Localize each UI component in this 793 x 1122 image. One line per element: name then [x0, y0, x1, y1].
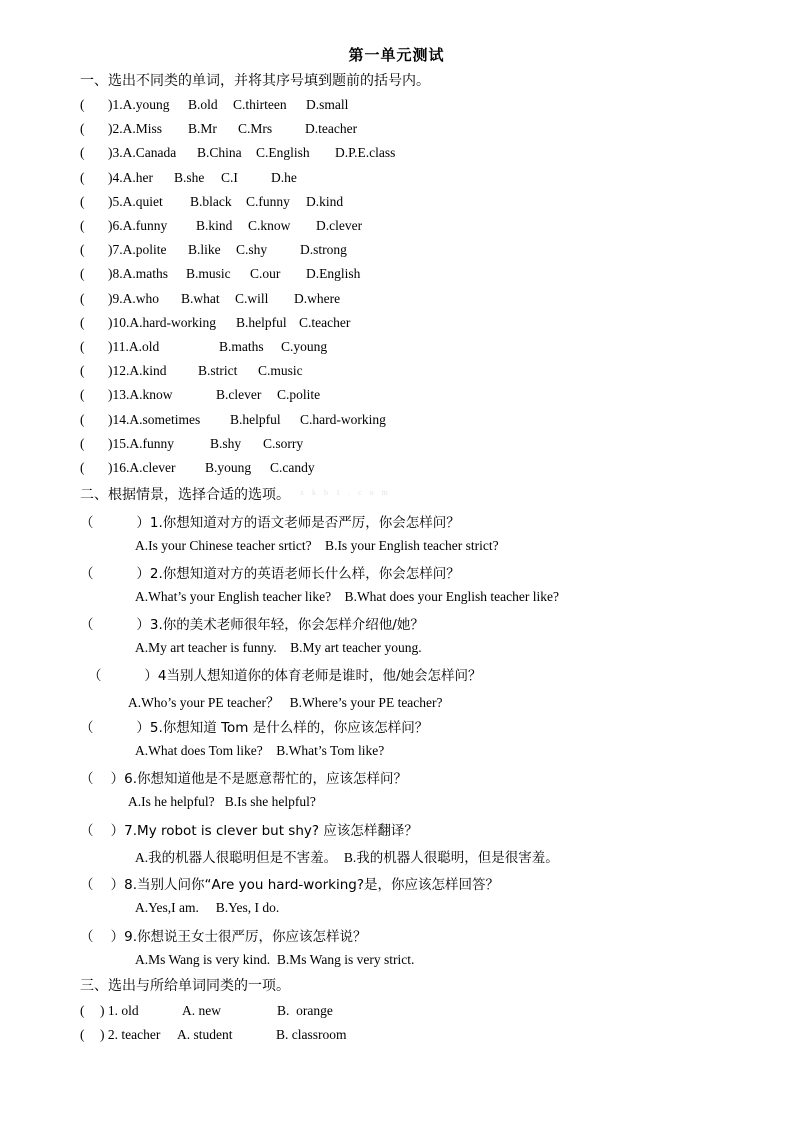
scenario-question: （ ）8.当别人问你“Are you hard-working?是，你应该怎样回答？	[80, 877, 500, 893]
question-option-c: C.Mrs	[238, 121, 273, 137]
question-option-c: C.I	[221, 169, 238, 185]
question-option-b: B.maths	[219, 339, 264, 354]
question-option-c: C.polite	[277, 387, 321, 403]
question-option-b: B.China	[197, 145, 242, 161]
question-option-d: D.small	[306, 97, 349, 112]
question-option-b: B.black	[190, 193, 232, 209]
scenario-answers: A.我的机器人很聪明但是不害羞。 B.我的机器人很聪明，但是很害羞。	[135, 850, 559, 865]
scenario-question: （ ）1.你想知道对方的语文老师是否严厉，你会怎样问？	[80, 515, 460, 531]
question-option-a: )8.A.maths	[108, 266, 168, 282]
question-paren: (	[80, 339, 85, 354]
question-paren: (	[80, 1003, 85, 1018]
question-option-b: B.clever	[216, 387, 262, 403]
question-paren: (	[80, 218, 85, 233]
question-option-d: D.kind	[306, 193, 344, 209]
question-paren: (	[80, 411, 85, 427]
question-option-b: B. orange	[277, 1003, 333, 1018]
watermark: x k b 1 . c o m	[300, 488, 391, 497]
scenario-answers: A.What’s your English teacher like? B.What does your English teacher like?	[135, 589, 559, 604]
question-paren: (	[80, 290, 85, 306]
question-option-c: C.hard-working	[300, 411, 386, 427]
scenario-answers: A.Yes,I am. B.Yes, I do.	[135, 900, 280, 915]
scenario-answers: A.Ms Wang is very kind. B.Ms Wang is very strict.	[135, 952, 415, 967]
question-word: ) 1. old	[100, 1003, 139, 1018]
question-paren: (	[80, 266, 85, 282]
question-option-d: D.P.E.class	[335, 145, 396, 161]
section1-heading: 一、选出不同类的单词，并将其序号填到题前的括号内。	[80, 73, 430, 89]
section3-heading: 三、选出与所给单词同类的一项。	[80, 978, 290, 994]
question-option-a: )13.A.know	[108, 387, 173, 403]
question-option-c: C.funny	[246, 193, 290, 209]
question-option-c: C.thirteen	[233, 97, 287, 112]
scenario-answers: A.Is he helpful? B.Is she helpful?	[128, 794, 316, 809]
question-word: ) 2. teacher	[100, 1027, 161, 1042]
question-paren: (	[80, 121, 85, 137]
question-option-b: B.strict	[198, 363, 238, 379]
question-option-c: C.sorry	[263, 435, 304, 451]
question-option-a: )11.A.old	[108, 339, 160, 354]
question-option-a: A. new	[182, 1003, 221, 1018]
scenario-question: （ ）4当别人想知道你的体育老师是谁时，他/她会怎样问？	[88, 668, 482, 684]
scenario-answers: A.Is your Chinese teacher srtict? B.Is your English teacher strict?	[135, 538, 499, 553]
question-option-a: )12.A.kind	[108, 363, 167, 379]
question-option-a: )2.A.Miss	[108, 121, 163, 137]
question-option-a: )6.A.funny	[108, 218, 168, 233]
question-paren: (	[80, 314, 85, 330]
question-paren: (	[80, 97, 85, 112]
question-option-c: C.candy	[270, 460, 315, 475]
section2-heading: 二、根据情景，选择合适的选项。	[80, 487, 290, 503]
scenario-question: （ ）2.你想知道对方的英语老师长什么样，你会怎样问？	[80, 566, 460, 582]
scenario-question: （ ）9.你想说王女士很严厉，你应该怎样说？	[80, 929, 367, 945]
question-option-c: C.teacher	[299, 314, 351, 330]
question-option-b: B.she	[174, 169, 205, 185]
question-paren: (	[80, 435, 85, 451]
page-title: 第一单元测试	[348, 46, 445, 64]
question-option-d: D.where	[294, 290, 341, 306]
scenario-answers: A.My art teacher is funny. B.My art teacher young.	[135, 640, 422, 655]
question-option-c: C.will	[235, 290, 269, 306]
scenario-answers: A.What does Tom like? B.What’s Tom like?	[135, 743, 385, 758]
question-option-a: )10.A.hard-working	[108, 314, 216, 330]
question-option-a: )7.A.polite	[108, 242, 167, 258]
question-paren: (	[80, 363, 85, 379]
question-paren: (	[80, 145, 85, 161]
question-option-d: D.strong	[300, 242, 347, 258]
question-option-b: B.what	[181, 290, 220, 306]
question-option-b: B.helpful	[236, 314, 287, 330]
question-paren: (	[80, 460, 85, 475]
question-option-c: C.know	[248, 218, 291, 233]
question-option-a: )1.A.young	[108, 97, 170, 112]
question-option-b: B.like	[188, 242, 221, 258]
scenario-answers: A.Who’s your PE teacher？ B.Where’s your PE teacher?	[128, 695, 443, 710]
question-option-d: D.English	[306, 266, 361, 282]
question-option-b: B. classroom	[276, 1027, 347, 1042]
question-option-a: )3.A.Canada	[108, 145, 177, 161]
question-option-a: )15.A.funny	[108, 435, 174, 451]
question-option-a: )16.A.clever	[108, 460, 176, 475]
question-option-b: B.shy	[210, 435, 242, 451]
question-option-d: D.teacher	[305, 121, 358, 137]
question-option-b: B.music	[186, 266, 231, 282]
question-option-d: D.clever	[316, 218, 363, 233]
question-option-b: B.Mr	[188, 121, 217, 137]
question-option-b: B.young	[205, 460, 252, 475]
question-option-c: C.young	[281, 339, 328, 354]
question-option-a: )4.A.her	[108, 169, 153, 185]
question-paren: (	[80, 387, 85, 403]
scenario-question: （ ）6.你想知道他是不是愿意帮忙的，应该怎样问？	[80, 771, 408, 787]
question-option-b: B.helpful	[230, 411, 281, 427]
question-paren: (	[80, 193, 85, 209]
scenario-question: （ ）5.你想知道 Tom 是什么样的，你应该怎样问？	[80, 720, 429, 736]
question-option-d: D.he	[271, 169, 297, 185]
question-option-a: )9.A.who	[108, 290, 159, 306]
question-option-c: C.English	[256, 145, 310, 161]
question-option-b: B.old	[188, 97, 218, 112]
question-option-c: C.our	[250, 266, 281, 282]
question-paren: (	[80, 242, 85, 258]
scenario-question: （ ）3.你的美术老师很年轻，你会怎样介绍他/她？	[80, 617, 424, 633]
question-paren: (	[80, 169, 85, 185]
question-option-a: )5.A.quiet	[108, 193, 163, 209]
question-option-c: C.shy	[236, 242, 268, 258]
question-option-b: B.kind	[196, 218, 233, 233]
question-option-c: C.music	[258, 363, 303, 379]
question-paren: (	[80, 1027, 85, 1042]
question-option-a: A. student	[177, 1027, 233, 1042]
scenario-question: （ ）7.My robot is clever but shy? 应该怎样翻译？	[80, 823, 418, 839]
question-option-a: )14.A.sometimes	[108, 411, 201, 427]
